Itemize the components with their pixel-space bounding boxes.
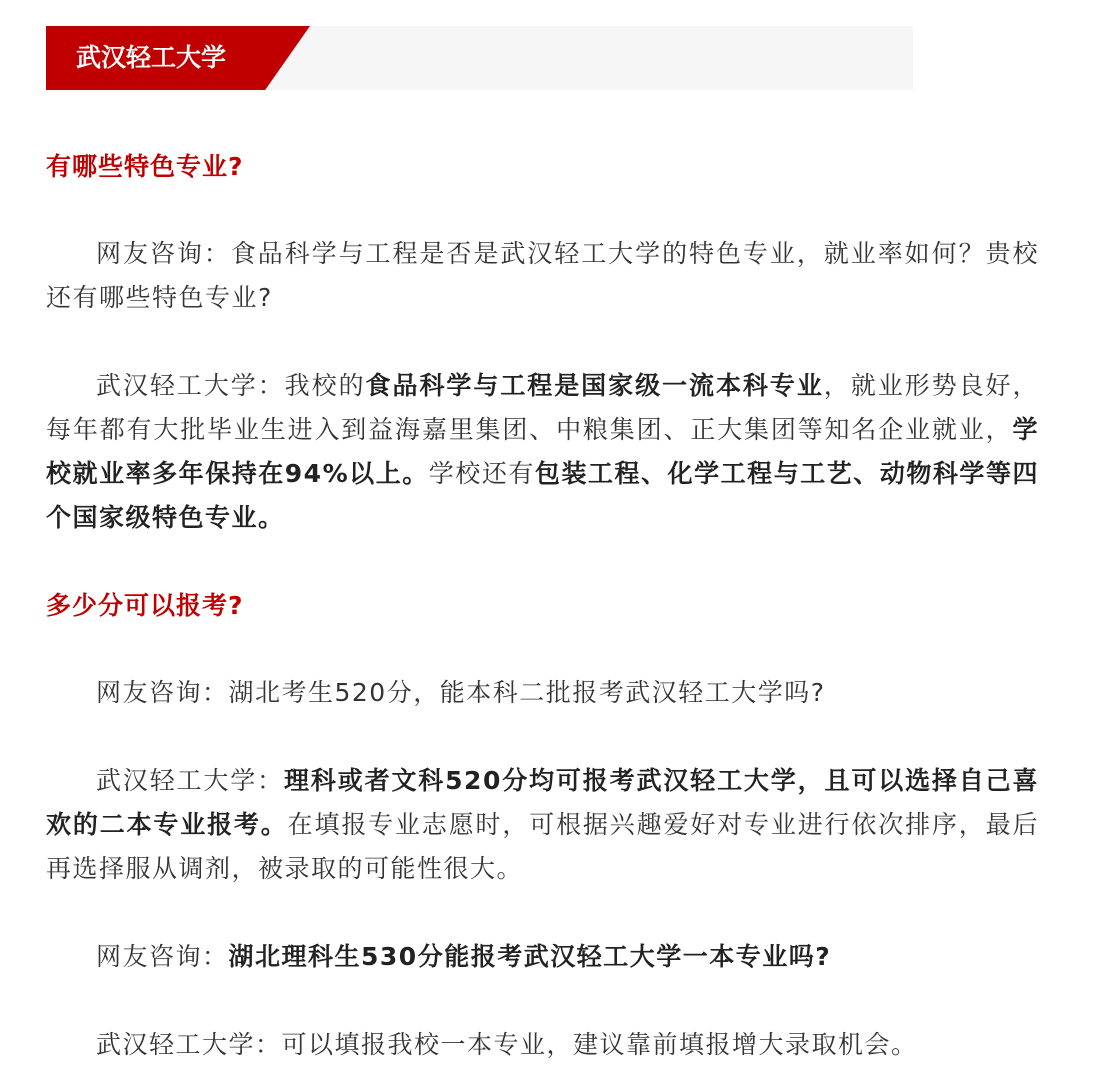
answer-paragraph: 武汉轻工大学：理科或者文科520分均可报考武汉轻工大学，且可以选择自己喜欢的二本专业报考。在填报专业志愿时，可根据兴趣爱好对专业进行依次排序，最后再选择服从调剂，被录取的可能性很大。 (46, 766, 1039, 883)
question-paragraph: 网友咨询：湖北理科生530分能报考武汉轻工大学一本专业吗? (96, 942, 832, 971)
answer-paragraph: 武汉轻工大学：可以填报我校一本专业，建议靠前填报增大录取机会。 (96, 1030, 918, 1059)
article-body (46, 145, 1039, 1067)
answer-paragraph: 武汉轻工大学：我校的食品科学与工程是国家级一流本科专业，就业形势良好，每年都有大批毕业生进入到益海嘉里集团、中粮集团、正大集团等知名企业就业，学校就业率多年保持在94%以上。学校还有包装工程、化学工程与工艺、动物科学等四个国家级特色专业。 (46, 371, 1039, 532)
banner-title: 武汉轻工大学 (76, 43, 227, 72)
section-banner (46, 26, 913, 90)
question-paragraph: 网友咨询：食品科学与工程是否是武汉轻工大学的特色专业，就业率如何？贵校还有哪些特色专业? (46, 239, 1039, 312)
section-title-scores: 多少分可以报考? (46, 591, 244, 620)
section-title-specialties: 有哪些特色专业? (46, 152, 244, 181)
question-paragraph: 网友咨询：湖北考生520分，能本科二批报考武汉轻工大学吗? (96, 678, 826, 707)
